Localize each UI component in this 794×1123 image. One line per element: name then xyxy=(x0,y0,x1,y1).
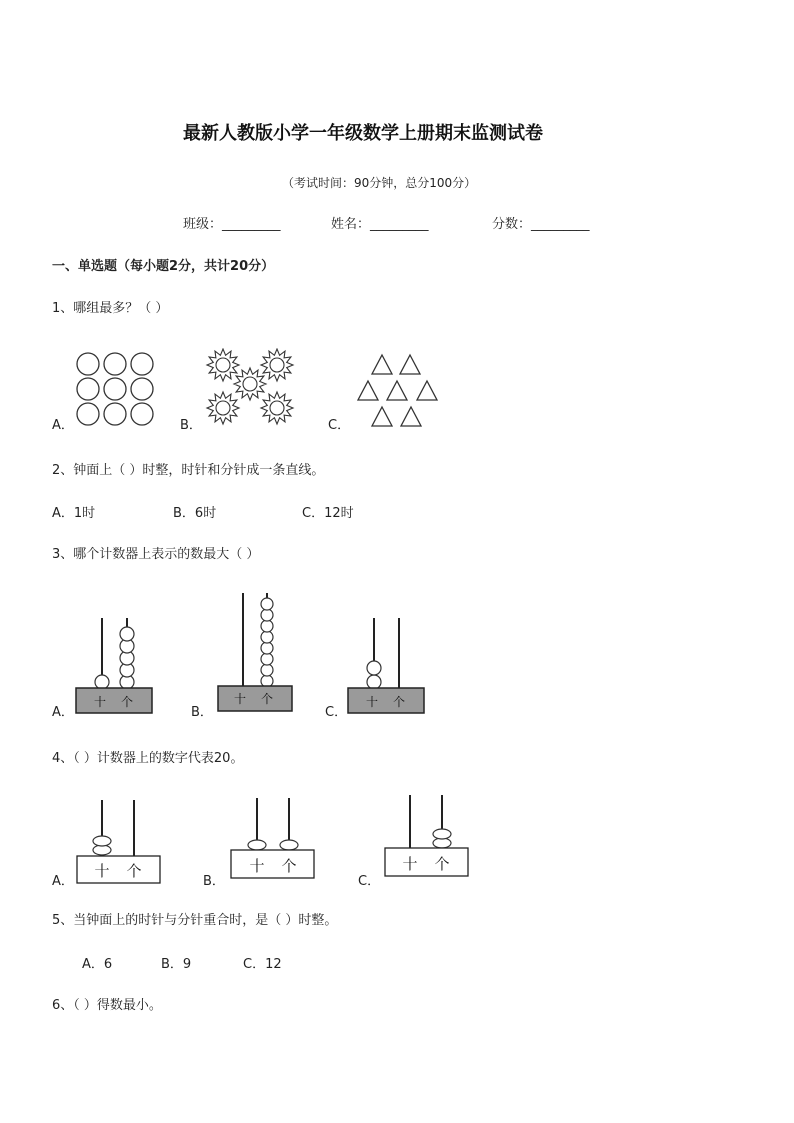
q2-option-c[interactable]: C．12时 xyxy=(302,506,354,521)
bead xyxy=(120,627,134,641)
ones-label: 个 xyxy=(126,862,142,880)
triangle xyxy=(372,407,392,426)
q4-abacus-b xyxy=(228,796,318,884)
abacus-base xyxy=(218,686,292,711)
triangle xyxy=(387,381,407,400)
question-3-stem: 3、哪个计数器上表示的数最大（ ） xyxy=(52,547,260,562)
q4-option-b-label[interactable]: B． xyxy=(203,874,225,889)
triangle xyxy=(400,355,420,374)
q4-option-c-label[interactable]: C． xyxy=(358,874,381,889)
sun-icon xyxy=(261,392,293,424)
q5-option-c[interactable]: C．12 xyxy=(243,957,282,972)
page-title: 最新人教版小学一年级数学上册期末监测试卷 xyxy=(183,123,543,144)
bead xyxy=(248,840,266,850)
q3-abacus-c xyxy=(346,615,428,717)
bead xyxy=(433,829,451,839)
bead xyxy=(261,620,273,632)
bead xyxy=(261,631,273,643)
ones-label: 个 xyxy=(260,692,274,706)
question-2-stem: 2、钟面上（ ）时整，时针和分针成一条直线。 xyxy=(52,463,325,478)
q5-option-a[interactable]: A．6 xyxy=(82,957,113,972)
q5-option-b[interactable]: B．9 xyxy=(161,957,192,972)
triangle xyxy=(358,381,378,400)
q1-option-a-label[interactable]: A． xyxy=(52,418,74,433)
bead xyxy=(261,609,273,621)
tens-label: 十 xyxy=(365,695,379,709)
tens-label: 十 xyxy=(93,695,107,709)
bead xyxy=(367,661,381,675)
q3-option-b-label[interactable]: B． xyxy=(191,705,213,720)
q3-option-c-label[interactable]: C． xyxy=(325,705,348,720)
tens-label: 十 xyxy=(402,855,418,873)
question-5-stem: 5、当钟面上的时针与分针重合时，是（ ）时整。 xyxy=(52,913,338,928)
q3-option-a-label[interactable]: A． xyxy=(52,705,74,720)
tens-label: 十 xyxy=(94,862,110,880)
tens-label: 十 xyxy=(233,692,247,706)
name-field[interactable]: 姓名：_________ xyxy=(331,217,429,232)
q3-abacus-a xyxy=(74,615,156,717)
abacus-base xyxy=(76,688,152,713)
ones-label: 个 xyxy=(392,695,406,709)
circle xyxy=(131,403,153,425)
ones-label: 个 xyxy=(281,857,297,875)
sun-icon xyxy=(261,349,293,381)
q2-option-b[interactable]: B．6时 xyxy=(173,506,217,521)
circle xyxy=(77,378,99,400)
circle xyxy=(104,378,126,400)
q1-circles-figure xyxy=(75,350,157,430)
circle xyxy=(77,403,99,425)
sun-icon xyxy=(207,392,239,424)
tens-label: 十 xyxy=(249,857,265,875)
question-6-stem: 6、（ ）得数最小。 xyxy=(52,998,162,1013)
question-4-stem: 4、（ ）计数器上的数字代表20。 xyxy=(52,751,244,766)
abacus-base xyxy=(77,856,160,883)
triangle xyxy=(401,407,421,426)
abacus-base xyxy=(348,688,424,713)
q1-triangles-figure xyxy=(355,353,443,429)
bead xyxy=(261,642,273,654)
abacus-base xyxy=(231,850,314,878)
abacus-base xyxy=(385,848,468,876)
circle xyxy=(104,403,126,425)
ones-label: 个 xyxy=(120,695,134,709)
sun-icon xyxy=(207,349,239,381)
score-field[interactable]: 分数：_________ xyxy=(492,217,590,232)
circle xyxy=(131,353,153,375)
bead xyxy=(93,836,111,846)
bead xyxy=(261,664,273,676)
q2-option-a[interactable]: A．1时 xyxy=(52,506,96,521)
sun-icon xyxy=(234,368,266,400)
section-heading: 一、单选题（每小题2分，共计20分） xyxy=(52,259,275,274)
bead xyxy=(261,675,273,687)
q4-option-a-label[interactable]: A． xyxy=(52,874,74,889)
q1-option-b-label[interactable]: B． xyxy=(180,418,202,433)
q4-abacus-a xyxy=(74,798,164,886)
triangle xyxy=(372,355,392,374)
triangle xyxy=(417,381,437,400)
bead xyxy=(261,653,273,665)
exam-subtitle: （考试时间：90分钟，总分100分） xyxy=(282,176,477,190)
q3-abacus-b xyxy=(214,590,296,714)
bead xyxy=(367,675,381,689)
q1-suns-figure xyxy=(205,348,300,428)
ones-label: 个 xyxy=(434,855,450,873)
q1-option-c-label[interactable]: C． xyxy=(328,418,351,433)
circle xyxy=(104,353,126,375)
bead xyxy=(280,840,298,850)
question-1-stem: 1、哪组最多？（ ） xyxy=(52,301,169,316)
bead xyxy=(95,675,109,689)
circle xyxy=(131,378,153,400)
class-field[interactable]: 班级：_________ xyxy=(183,217,281,232)
bead xyxy=(261,598,273,610)
circle xyxy=(77,353,99,375)
q4-abacus-c xyxy=(382,793,472,881)
